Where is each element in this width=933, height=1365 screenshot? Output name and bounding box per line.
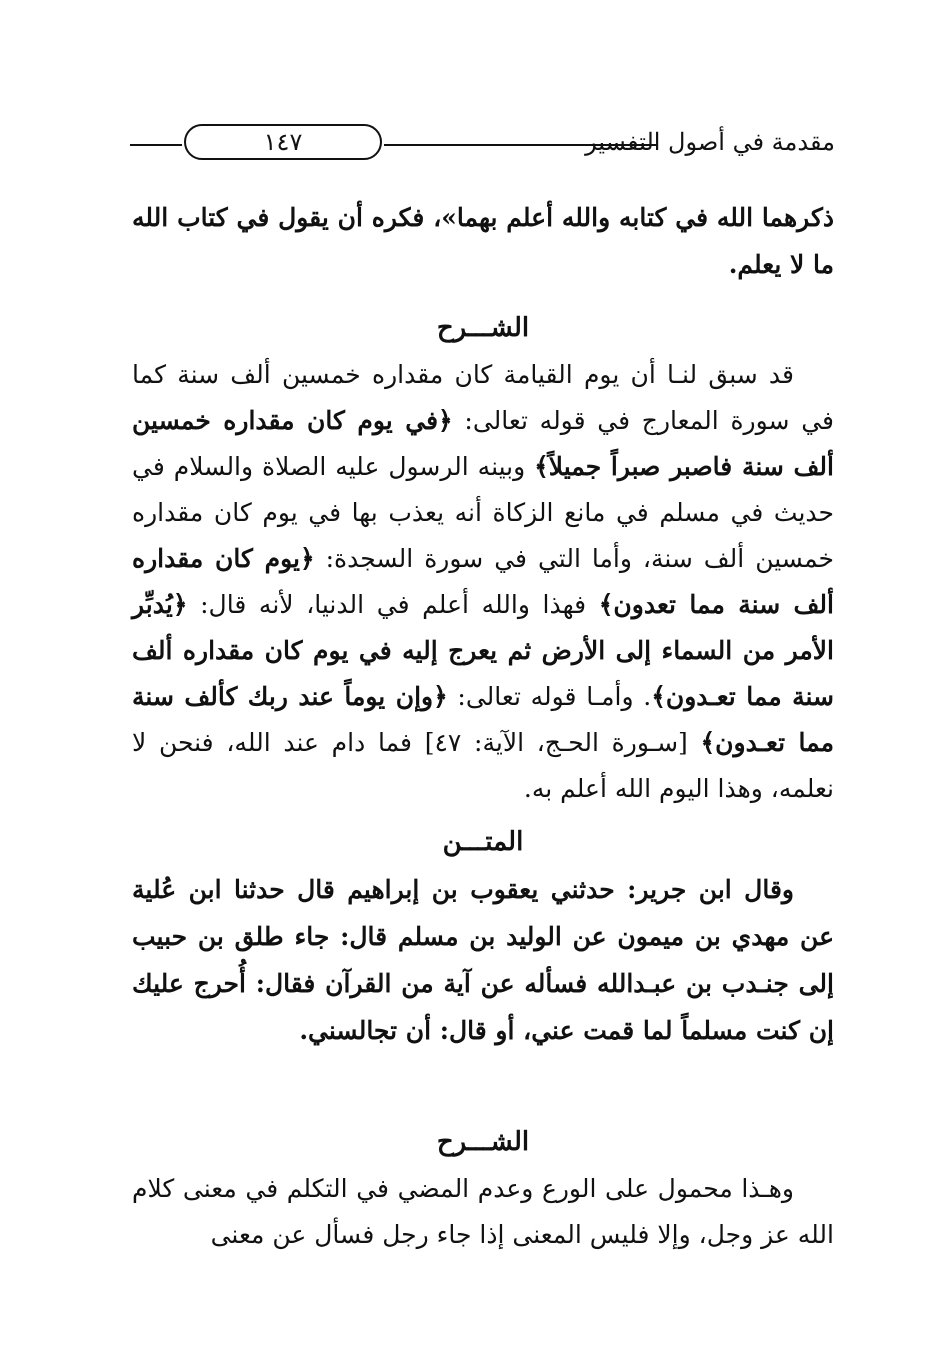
running-header (130, 122, 835, 166)
quran-verse: ﴿يُدبِّر الأمر من السماء إلى الأرض ثم يعرج إليه في يوم كان مقداره ألف سنة مما تعـدون﴾ (132, 590, 834, 711)
sharh-text: وبينه الرسول عليه الصلاة والسلام في حديث في مسلم في مانع الزكاة أنه يعذب بها في يوم كان مقداره خمسين ألف سنة، وأما التي في سورة السجدة: (132, 452, 834, 573)
sharh-body (132, 1166, 834, 1258)
sharh-heading: الشـــرح (436, 313, 530, 343)
sharh-text: . وأمـا قوله تعالى: (447, 682, 652, 711)
quran-verse: ﴿يوم كان مقداره ألف سنة مما تعدون﴾ (132, 544, 834, 619)
running-title: مقدمة في أصول التفسير (585, 128, 835, 156)
matn-body (132, 866, 834, 1054)
sharh-heading: الشـــرح (436, 1127, 530, 1157)
sharh-text: وهـذا محمول على الورع وعدم المضي في التكلم في معنى كلام الله عز وجل، وإلا فليس المعنى إذا جاء رجل فسأل عن معنى (132, 1174, 834, 1249)
sharh-paragraph (132, 352, 834, 812)
matn-text: وقال ابن جرير: حدثني يعقوب بن إبراهيم قال حدثنا ابن عُلية عن مهدي بن ميمون عن الوليد بن مسلم قال: جاء طلق بن حبيب إلى جنـدب بن عبـدالله فسأله عن آية من القرآن فقال: أُحرج عليك إن كنت مسلماً لما قمت عني، أو قال: أن تجالسني. (132, 875, 834, 1045)
sharh-body (132, 352, 834, 812)
matn-text: ذكرهما الله في كتابه والله أعلم بهما»، فكره أن يقول في كتاب الله ما لا يعلم. (132, 203, 834, 279)
matn-continuation (132, 194, 834, 288)
quran-verse: ﴿في يوم كان مقداره خمسين ألف سنة فاصبر صبراً جميلاً﴾ (132, 406, 834, 481)
quran-verse: ﴿وإن يوماً عند ربك كألف سنة مما تعـدون﴾ (132, 682, 834, 757)
sharh-text: فهذا والله أعلم في الدنيا، لأنه قال: (187, 590, 599, 619)
matn-heading: المتـــن (442, 827, 524, 857)
header-rule-left (130, 144, 182, 146)
page-number: ١٤٧ (184, 124, 382, 160)
sharh-text: [سـورة الحـج، الآية: ٤٧] فما دام عند الله، فنحن لا نعلمه، وهذا اليوم الله أعلم به. (132, 728, 834, 803)
sharh-text: قد سبق لنـا أن يوم القيامة كان مقداره خمسين ألف سنة كما في سورة المعارج في قوله تعالى: (132, 360, 834, 435)
